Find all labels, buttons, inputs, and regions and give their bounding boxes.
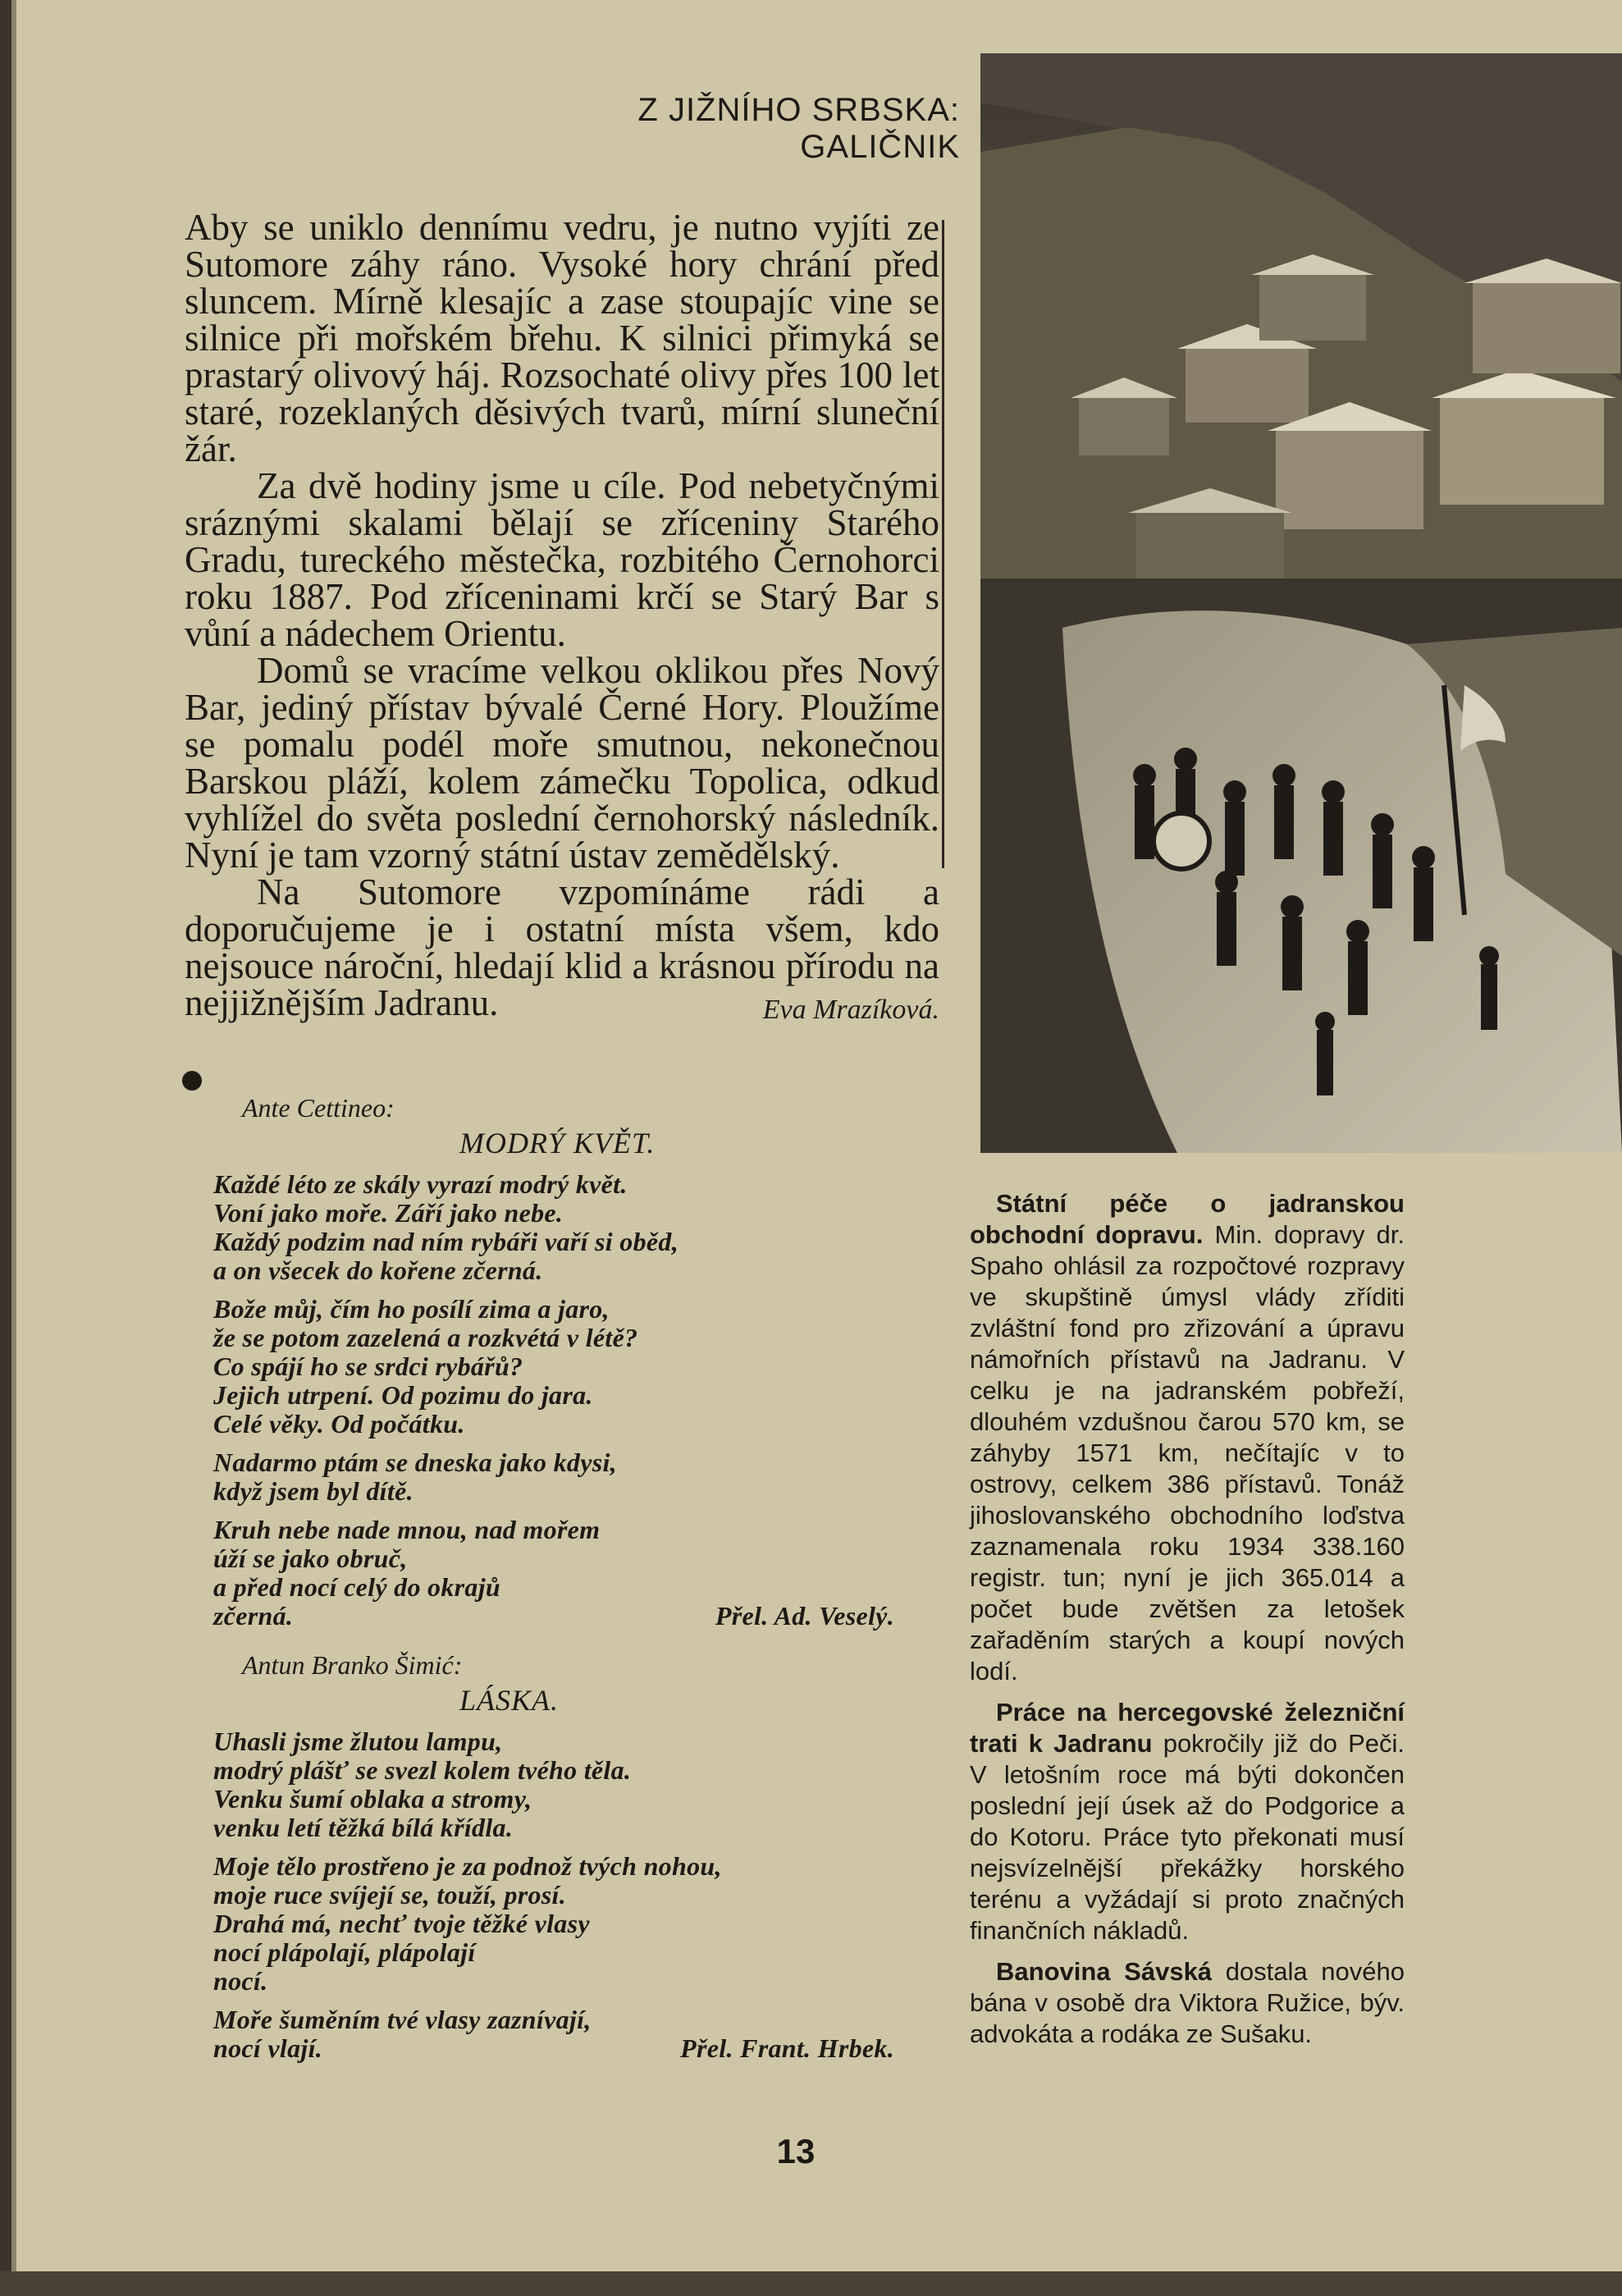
poem-line: nocí plápolají, plápolají bbox=[213, 1937, 476, 1967]
poem-line-text: nocí vlají. bbox=[213, 2033, 323, 2063]
section-bullet bbox=[182, 1071, 202, 1091]
poem-line: Voní jako moře. Září jako nebe. bbox=[213, 1198, 564, 1228]
poem-line: Moře šuměním tvé vlasy zaznívají, bbox=[213, 2005, 592, 2034]
poem-line: Uhasli jsme žlutou lampu, bbox=[213, 1727, 503, 1756]
poem-line: nocí. bbox=[213, 1966, 268, 1996]
poem-author: Ante Cettineo: bbox=[242, 1093, 395, 1123]
article-paragraph-text: Na Sutomore vzpomínáme rádi a doporučujeme je i ostatní místa všem, kdo nejsouce nároční, hledají klid a krásnou přírodu na nejjižnějším Jadranu. bbox=[185, 871, 939, 1023]
village-dance-photo bbox=[980, 53, 1622, 1153]
page-number: 13 bbox=[776, 2132, 816, 2170]
poem-line: úží se jako obruč, bbox=[213, 1544, 408, 1573]
news-item bbox=[970, 1956, 1405, 2050]
poem-line: Celé věky. Od počátku. bbox=[213, 1409, 465, 1438]
poem-stanza bbox=[213, 2006, 894, 2063]
news-body: dostala nového bána v osobě dra Viktora Ružice, býv. advokáta a rodáka ze Sušaku. bbox=[970, 1957, 1405, 2048]
news-headline: Státní péče o jadranskou obchodní dopravu. bbox=[970, 1189, 1405, 1249]
poems-section bbox=[213, 1091, 894, 2073]
article-paragraph bbox=[185, 871, 939, 1025]
poem-line: Bože můj, čím ho posílí zima a jaro, bbox=[213, 1294, 610, 1324]
poem-stanza bbox=[213, 1448, 894, 1506]
poem-line: Každý podzim nad ním rybáři vaří si oběd, bbox=[213, 1227, 679, 1256]
poem-stanza bbox=[213, 1170, 894, 1285]
poem-translator: Přel. Frant. Hrbek. bbox=[680, 2033, 894, 2063]
news-column bbox=[970, 1188, 1405, 2060]
poem-line bbox=[213, 1602, 894, 1631]
article-paragraph: Za dvě hodiny jsme u cíle. Pod nebetyčnými sráznými skalami bělají se zříceniny Starého Gradu, tureckého městečka, rozbitého Černohorci roku 1887. Pod zříceninami krčí se Starý Bar s vůní a nádechem Orientu. bbox=[185, 465, 939, 654]
article-signature: Eva Mrazíková. bbox=[762, 995, 939, 1025]
poem-line: a před nocí celý do okrajů bbox=[213, 1572, 500, 1602]
poem-author: Antun Branko Šimić: bbox=[242, 1650, 463, 1680]
article-paragraph: Domů se vracíme velkou oklikou přes Nový Bar, jediný přístav bývalé Černé Hory. Ploužíme se pomalu podél moře smutnou, nekonečnou Barskou pláží, kolem zámečku Topolica, odkud vyhlížel do světa poslední černohorský následník. Nyní je tam vzorný státní ústav zemědělský. bbox=[185, 650, 939, 876]
news-headline: Práce na hercegovské železniční trati k Jadranu bbox=[970, 1698, 1405, 1758]
news-headline: Banovina Sávská bbox=[996, 1957, 1213, 1986]
poem-line: modrý plášť se svezl kolem tvého těla. bbox=[213, 1755, 632, 1785]
news-item bbox=[970, 1697, 1405, 1946]
page-bottom-edge bbox=[0, 2271, 1622, 2296]
news-item bbox=[970, 1188, 1405, 1687]
poem-line: Kruh nebe nade mnou, nad mořem bbox=[213, 1515, 601, 1544]
poem-title: LÁSKA. bbox=[459, 1684, 560, 1717]
article-column bbox=[185, 209, 939, 1028]
poem-line: že se potom zazelená a rozkvétá v létě? bbox=[213, 1323, 638, 1352]
poem-stanza bbox=[213, 1516, 894, 1631]
poem-line: venku letí těžká bílá křídla. bbox=[213, 1813, 514, 1842]
poem-line: a on všecek do kořene zčerná. bbox=[213, 1255, 543, 1285]
poem-line: Jejich utrpení. Od pozimu do jara. bbox=[213, 1380, 593, 1410]
poem-line: Drahá má, nechť tvoje těžké vlasy bbox=[213, 1909, 590, 1938]
poem-line: Nadarmo ptám se dneska jako kdysi, bbox=[213, 1448, 617, 1477]
poem-stanza bbox=[213, 1295, 894, 1438]
photo-illustration bbox=[980, 53, 1622, 1153]
news-body: Min. dopravy dr. Spaho ohlásil za rozpočtové rozpravy ve skupštině úmysl vlády zříditi zvláštní fond pro zřizování a úpravu námořních přístavů na Jadranu. V celku je na jadranském pobřeží, dlouhém vzdušnou čarou 570 km, se záhyby 1571 km, nečítajíc v to ostrovy, celkem 386 přístavů. Tonáž jihoslovanského obchodního loďstva zaznamenala roku 1934 338.160 registr. tun; nyní je jich 365.014 a počet bude zvětšen za letošek zařaděním starých a koupí nových lodí. bbox=[970, 1220, 1405, 1685]
page-binding-edge bbox=[0, 0, 11, 2296]
column-divider bbox=[942, 220, 944, 868]
poem-line: Venku šumí oblaka a stromy, bbox=[213, 1784, 532, 1813]
poem-translator: Přel. Ad. Veselý. bbox=[715, 1601, 894, 1631]
poem-line: Co spájí ho se srdci rybářů? bbox=[213, 1352, 523, 1381]
poem-line: Moje tělo prostřeno je za podnož tvých nohou, bbox=[213, 1851, 722, 1881]
poem-line: moje ruce svíjejí se, touží, prosí. bbox=[213, 1880, 567, 1910]
news-body: pokročily již do Peči. V letošním roce má býti dokončen poslední její úsek až do Podgorice a do Kotoru. Práce tyto překonati musí nejsvízelnější překážky horského terénu a vyžádají si proto značných finančních nákladů. bbox=[970, 1729, 1405, 1945]
running-head: Z JIŽNÍHO SRBSKA: GALIČNIK bbox=[637, 92, 960, 165]
page-binding-shadow bbox=[11, 0, 16, 2296]
poem-title: MODRÝ KVĚT. bbox=[459, 1127, 656, 1159]
poem-stanza bbox=[213, 1852, 894, 1996]
poem-line-text: zčerná. bbox=[213, 1601, 294, 1631]
poem-line bbox=[213, 2034, 894, 2063]
poem-stanza bbox=[213, 1727, 894, 1842]
poem-line: když jsem byl dítě. bbox=[213, 1476, 413, 1506]
poem-line: Každé léto ze skály vyrazí modrý květ. bbox=[213, 1169, 628, 1199]
article-paragraph: Aby se uniklo dennímu vedru, je nutno vyjíti ze Sutomore záhy ráno. Vysoké hory chrání před sluncem. Mírně klesajíc a zase stoupajíc vine se silnice při mořském břehu. K silnici přimyká se prastarý olivový háj. Rozsochaté olivy přes 100 let staré, rozeklaných děsivých tvarů, mírní sluneční žár. bbox=[185, 207, 939, 469]
